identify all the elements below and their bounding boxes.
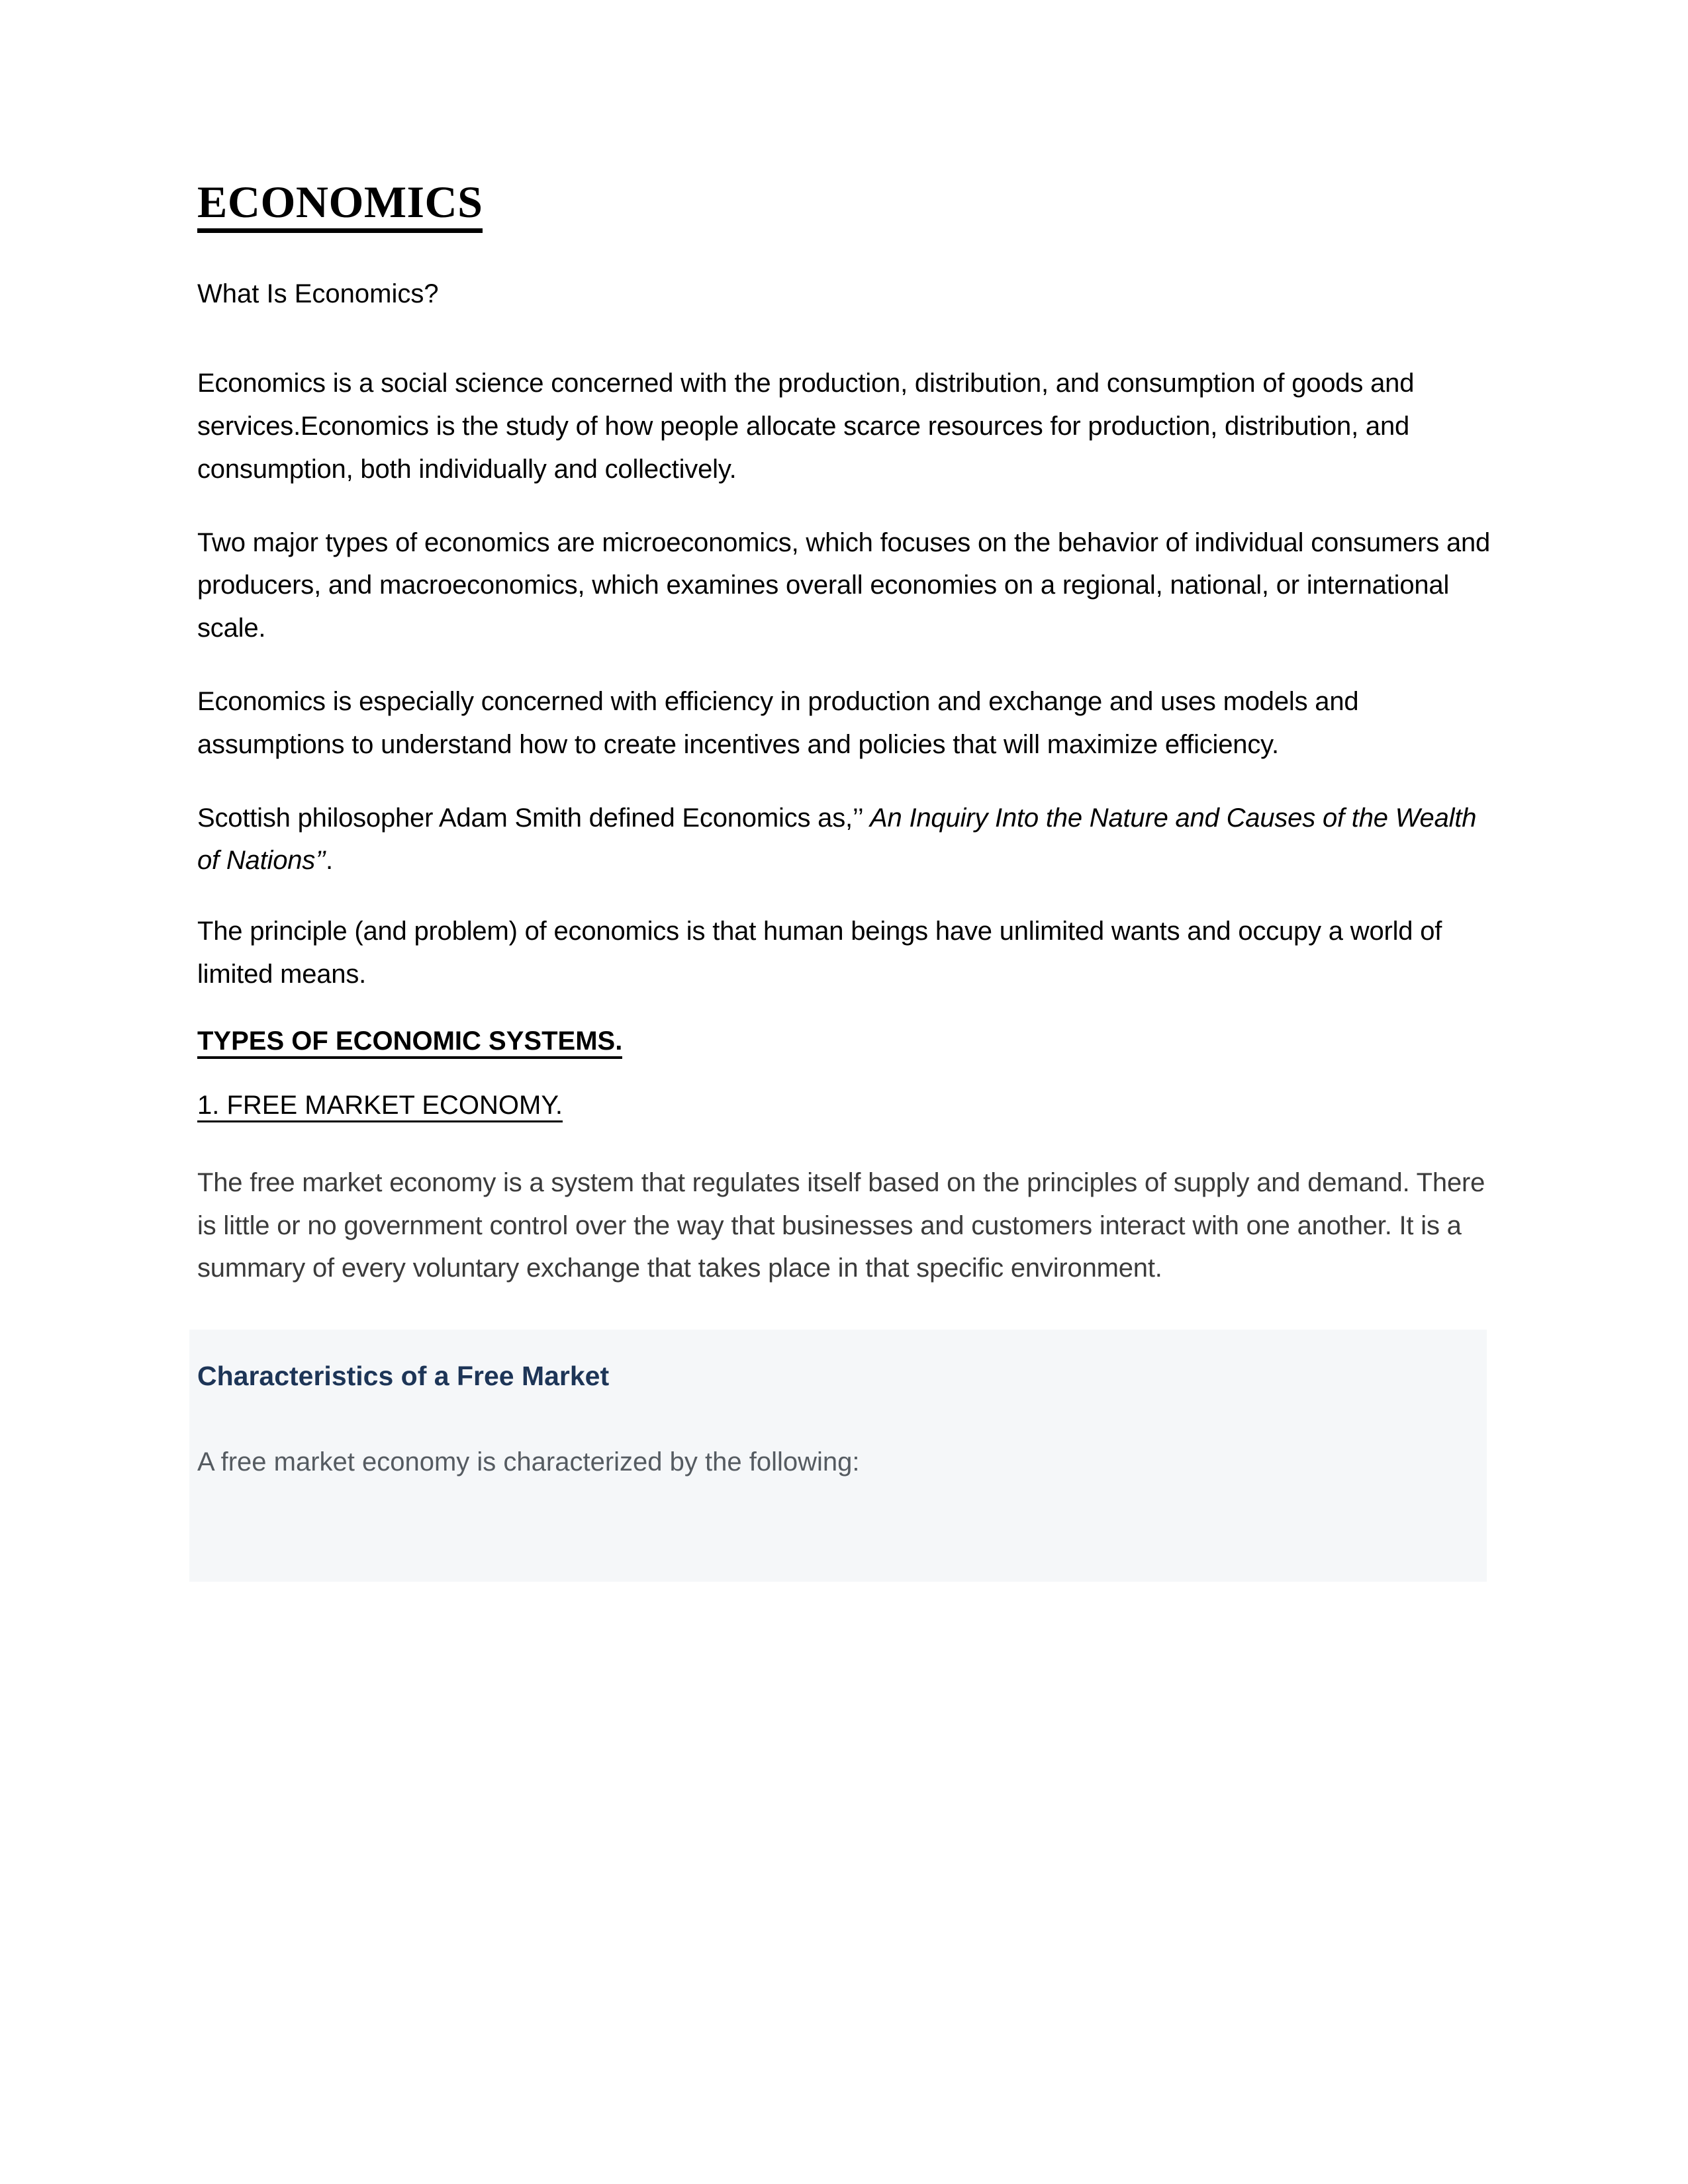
adam-smith-quote-italic: An Inquiry Into the Nature and Causes of the Wealth of Nations’’: [197, 803, 1477, 876]
title-container: [197, 179, 1491, 233]
heading-types-of-economic-systems: [197, 1026, 1491, 1056]
paragraph-principle: The principle (and problem) of economics is that human beings have unlimited wants and occupy a world of limited means.: [197, 917, 1442, 989]
adam-smith-lead-text: Scottish philosopher Adam Smith defined Economics as,’’: [197, 803, 870, 833]
paragraph-types-of-economics: Two major types of economics are microeconomics, which focuses on the behavior of individual consumers and producers, and macroeconomics, which examines overall economies on a regional, national, or international scale.: [197, 527, 1491, 643]
paragraph-efficiency: Economics is especially concerned with efficiency in production and exchange and uses models and assumptions to understand how to create incentives and policies that will maximize efficiency.: [197, 686, 1359, 759]
characteristics-callout: [189, 1330, 1487, 1582]
paragraph-definition: Economics is a social science concerned with the production, distribution, and consumption of goods and services.Economics is the study of how people allocate scarce resources for production, distribution, and consumption, both individually and collectively.: [197, 369, 1415, 484]
heading-free-market-economy: [197, 1091, 1491, 1120]
page-title: ECONOMICS: [197, 179, 483, 233]
heading-free-market-economy-text: 1. FREE MARKET ECONOMY.: [197, 1091, 563, 1122]
paragraph-adam-smith: [197, 797, 1491, 883]
document-body: [197, 179, 1491, 1582]
paragraph-free-market-body: The free market economy is a system that regulates itself based on the principles of supply and demand. There is little or no government control over the way that businesses and customers interact with one another. It is a summary of every voluntary exchange that takes place in that specific environment.: [197, 1167, 1485, 1283]
callout-heading: Characteristics of a Free Market: [197, 1361, 610, 1392]
callout-body: A free market economy is characterized by the following:: [197, 1447, 860, 1477]
lead-question: What Is Economics?: [197, 279, 439, 309]
adam-smith-tail-text: .: [326, 846, 333, 876]
heading-types-of-economic-systems-text: TYPES OF ECONOMIC SYSTEMS.: [197, 1026, 622, 1059]
